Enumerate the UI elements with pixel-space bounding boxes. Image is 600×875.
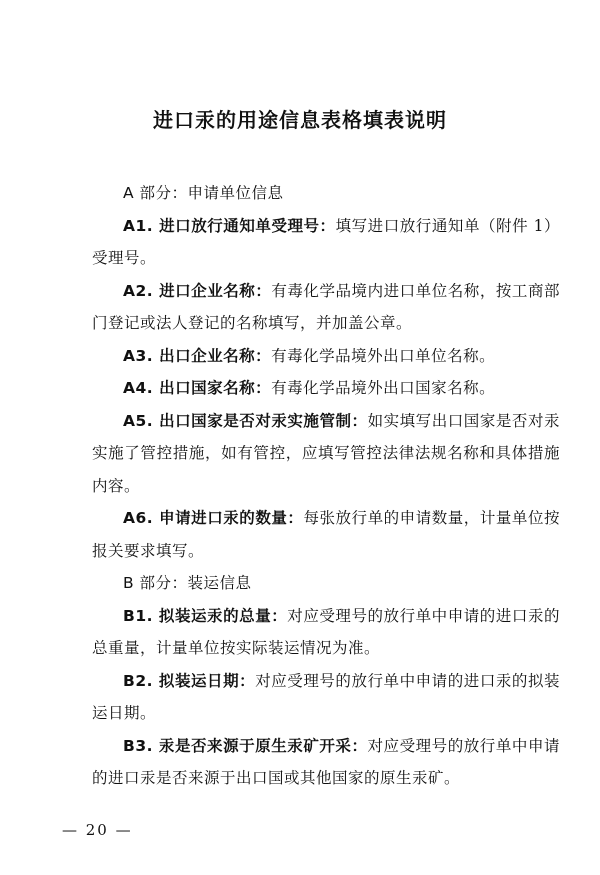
item-b1 xyxy=(92,600,560,665)
section-heading-a: A 部分：申请单位信息 xyxy=(123,184,284,202)
item-a5 xyxy=(92,405,560,503)
item-text: 有毒化学品境外出口单位名称。 xyxy=(271,346,496,365)
item-text: 每张放行单的申请数量，计量单位按报关要求填写。 xyxy=(92,509,560,560)
item-a2 xyxy=(92,275,560,340)
item-label: A5. 出口国家是否对汞实施管制： xyxy=(123,411,368,430)
item-text: 有毒化学品境内进口单位名称，按工商部门登记或法人登记的名称填写，并加盖公章。 xyxy=(92,281,560,332)
item-label: A6. 申请进口汞的数量： xyxy=(123,509,304,527)
document-body xyxy=(92,177,560,795)
item-label: B3. 汞是否来源于原生汞矿开采： xyxy=(123,736,368,755)
item-label: A1. 进口放行通知单受理号： xyxy=(123,216,336,235)
item-text: 有毒化学品境外出口国家名称。 xyxy=(271,379,496,397)
item-text: 如实填写出口国家是否对汞实施了管控措施，如有管控，应填写管控法律法规名称和具体措施内容。 xyxy=(92,411,560,495)
item-label: B1. 拟装运汞的总量： xyxy=(123,606,288,625)
page-number: — 20 — xyxy=(62,821,133,839)
item-a4 xyxy=(92,372,560,405)
item-a3 xyxy=(92,340,560,373)
item-text: 填写进口放行通知单（附件 1）受理号。 xyxy=(92,216,560,267)
item-label: A3. 出口企业名称： xyxy=(123,346,272,365)
section-heading-b: B 部分：装运信息 xyxy=(123,574,252,592)
item-label: A2. 进口企业名称： xyxy=(123,281,272,300)
item-b2 xyxy=(92,665,560,730)
item-text: 对应受理号的放行单中申请的进口汞是否来源于出口国或其他国家的原生汞矿。 xyxy=(92,736,560,787)
item-a1 xyxy=(92,210,560,275)
item-text: 对应受理号的放行单中申请的进口汞的拟装运日期。 xyxy=(92,671,560,722)
page-title: 进口汞的用途信息表格填表说明 xyxy=(153,108,447,132)
item-text: 对应受理号的放行单中申请的进口汞的总重量，计量单位按实际装运情况为准。 xyxy=(92,606,560,657)
item-a6 xyxy=(92,502,560,567)
item-b3 xyxy=(92,730,560,795)
item-label: A4. 出口国家名称： xyxy=(123,379,272,397)
item-label: B2. 拟装运日期： xyxy=(123,671,256,690)
